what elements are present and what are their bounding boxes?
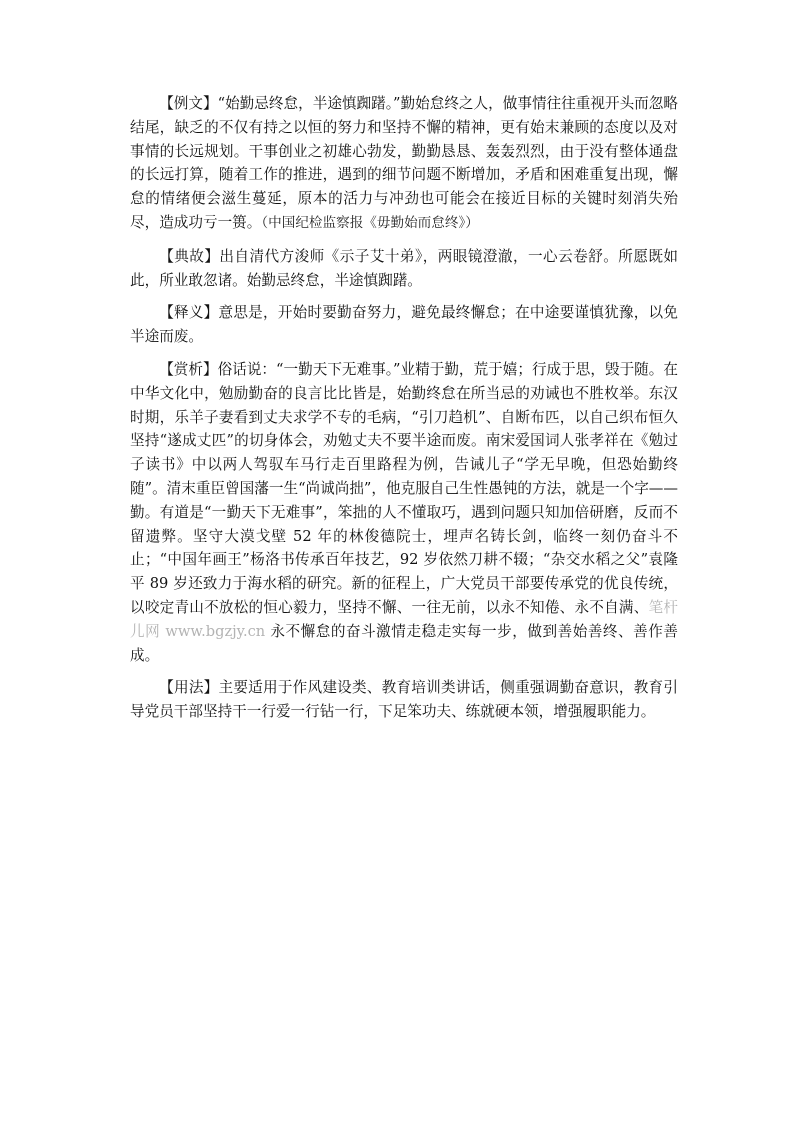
watermark-text: 笔杆儿网 www.bgzjy.cn <box>130 598 678 640</box>
section-tag-diangu: 【典故】 <box>159 247 220 265</box>
liwen-source: （中国纪检监察报《毋勤始而怠终》） <box>261 214 479 231</box>
yongfa-text: 主要适用于作风建设类、教育培训类讲话，侧重强调勤奋意识，教育引导党员干部坚持干一行爱一行钻一行，下足笨功夫、练就硬本领，增强履职能力。 <box>130 679 678 721</box>
shangxi-text: 俗话说：“一勤天下无难事。”业精于勤，荒于嬉；行成于思，毁于随。在中华文化中，勉励勤奋的良言比比皆是，始勤终怠在所当忌的劝诫也不胜枚举。东汉时期，乐羊子妻看到丈夫求学不专的毛病，“引刀趋机”、自断布匹，以自己织布恒久坚持“遂成丈匹”的切身体会，劝勉丈夫不要半途而废。南宋爱国词人张孝祥在《勉过子读书》中以两人驾驭车马行走百里路程为例，告诫儿子“学无早晚，但恐始勤终随”。清末重臣曾国藩一生“尚诚尚拙”，他克服自己生性愚钝的方法，就是一个字——勤。有道是“一勤天下无难事”，笨拙的人不懂取巧，遇到问题只知加倍研磨，反而不留遗弊。坚守大漠戈壁 52 年的林俊德院士，埋声名铸长剑，临终一刻仍奋斗不止；“中国年画王”杨洛书传承百年技艺，92 岁依然刀耕不辍；“杂交水稻之父”袁隆平 89 岁还致力于海水稻的研究。新的征程上，广大党员干部要传承党的优良传统，以咬定青山不放松的恒心毅力，坚持不懈、一往无前，以永不知倦、永不自满、 <box>130 360 678 616</box>
shiyi-text: 意思是，开始时要勤奋努力，避免最终懈怠；在中途要谨慎犹豫，以免半途而废。 <box>130 304 678 346</box>
shangxi-text-end: 永不懈怠的奋斗激情走稳走实每一步，做到善始善终、善作善成。 <box>130 622 678 664</box>
section-tag-liwen: 【例文】 <box>159 95 218 112</box>
paragraph-shangxi <box>130 358 678 667</box>
section-tag-shangxi: 【赏析】 <box>159 360 218 378</box>
diangu-text: 出自清代方浚师《示子艾十弟》，两眼镜澄澈，一心云卷舒。所愿既如此，所业敢忽诸。始勤忌终怠，半途慎踟躇。 <box>130 247 678 289</box>
paragraph-diangu <box>130 245 678 293</box>
section-tag-shiyi: 【释义】 <box>159 304 219 322</box>
section-tag-yongfa: 【用法】 <box>159 679 219 697</box>
paragraph-liwen <box>130 92 678 236</box>
document-body <box>130 92 678 733</box>
paragraph-shiyi <box>130 301 678 349</box>
paragraph-yongfa <box>130 676 678 724</box>
liwen-text: “始勤忌终怠，半途慎踟躇。”勤始怠终之人，做事情往往重视开头而忽略结尾，缺乏的不仅有持之以恒的努力和坚持不懈的精神，更有始末兼顾的态度以及对事情的长远规划。干事创业之初雄心勃发，勤勤恳恳、轰轰烈烈，由于没有整体通盘的长远打算，随着工作的推进，遇到的细节问题不断增加，矛盾和困难重复出现，懈怠的情绪便会滋生蔓延，原本的活力与冲劲也可能会在接近目标的关键时刻消失殆尽，造成功亏一篑。 <box>130 95 678 231</box>
